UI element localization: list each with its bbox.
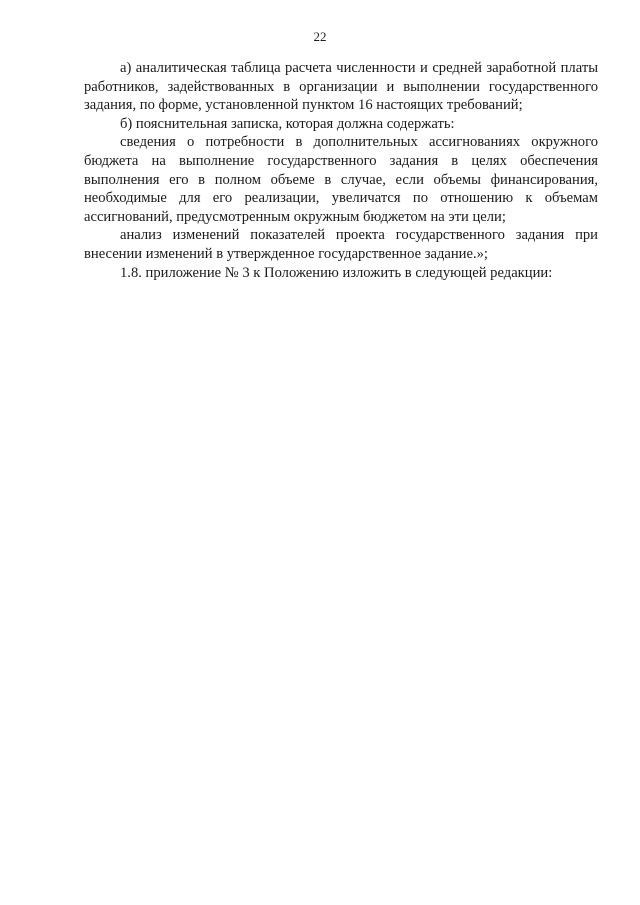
paragraph-explanatory-note: б) пояснительная записка, которая должна содержать: bbox=[120, 115, 455, 132]
paragraph-indicator-analysis: анализ изменений показателей проекта государственного задания при внесении изменений в утвержденное государственное задание.»; bbox=[84, 227, 598, 262]
document-body bbox=[84, 59, 598, 282]
paragraph-funding-needs: сведения о потребности в дополнительных ассигнованиях окружного бюджета на выполнение государственного задания в целях обеспечения выполнения его в полном объеме в случае, если объемы финансирования, необходимые для его реализации, увеличатся по отношению к объемам ассигнований, предусмотренным окружным бюджетом на эти цели; bbox=[84, 134, 598, 225]
paragraph-appendix-amendment: 1.8. приложение № 3 к Положению изложить в следующей редакции: bbox=[120, 264, 553, 281]
paragraph-analytical-table: а) аналитическая таблица расчета численности и средней заработной платы работников, задействованных в организации и выполнении государственного задания, по форме, установленной пунктом 16 настоящих требований; bbox=[84, 60, 598, 114]
page-number: 22 bbox=[313, 29, 327, 44]
